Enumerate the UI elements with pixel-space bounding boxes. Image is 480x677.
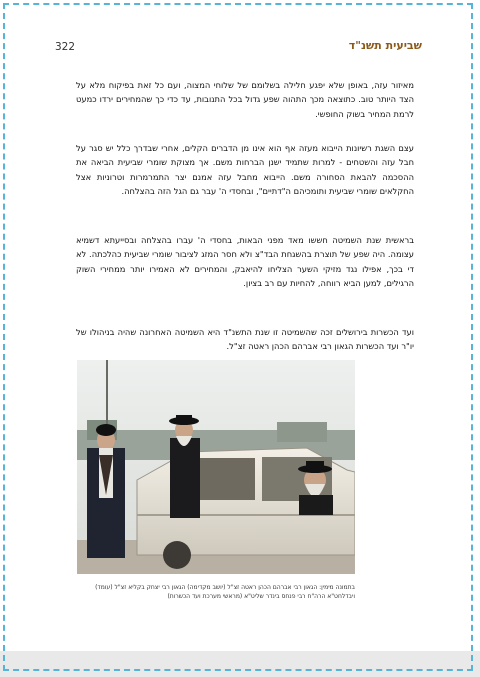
paragraph-3: בראשית שנת השמיטה חששו מאד מפני הבאות, בחסדי ה' עברו בהצלחה ובסייעתא דשמיא עצומה. היה שפע של תוצרת בהשגחת הבד"צ ולא חסר המזג לציבור שומרי שביעית כהלכתה. לא די בכך, אפילו נגד מזיקי השער הצליחו להיאבק, והמחירים לא האמירו יותר ממחירי השוק הרגילים, למען הביא רווחה, להחיות עם רב בציון. <box>76 235 414 288</box>
photograph-men-by-car-icon <box>77 360 355 574</box>
page-number: 322 <box>55 41 76 53</box>
paragraph-1: מאיזור עזה, באופן שלא יפגע חלילה בשלומם של שלוחי המצוה, ועם כל זאת בפיקוח מלא על הצד היותר טוב. כתוצאה מכך התהוה שפע גדול בכל התנובות, עד כדי כך שהמחירים ירדו כמעט לרמת המחיר בשוק החופשי. <box>76 80 414 119</box>
paragraph-2: עצם השגת רשיונות הייבוא מעזה אף הוא אינו מן הדברים הקלים, אחרי שבדרך כלל יש סגר על חבל עזה והשטחים - למרות שתמיד ישנן הברחות משם. אך מצוקת שומרי שביעית הביאה את ההסכמה להבאת הסחורה משם. הייבוא מחבל עזה אמנם יצר התמרמרות וטרוניות אצל החקלאים שומרי שביעית ותומכיהם ה"דתיים", ובחסדי ה' עבר גם הגל הזה בהצלחה. <box>76 143 414 196</box>
photograph <box>77 360 355 574</box>
photo-caption: בתמונה מימין: הגאון רבי אברהם הכהן ראטה זצ"ל (יושב מקדימה) הגאון רבי יצחק בקליא זצ"ל (עומד) ויבדלחט"א הרה"ח רבי פנחס בינדר שליט"א (מראשי מערכת ועד הכשרות) <box>95 584 355 600</box>
running-title: שביעית תשנ"ד <box>348 39 422 52</box>
paragraph-4: ועד הכשרות בירושלים זכה שהשמיטה זו שנת התשנ"ד היא השמיטה האחרונה שהיה בניהולו של יו"ר ועד הכשרות הגאון רבי אברהם הכהן ראטה זצ"ל. <box>76 327 414 352</box>
